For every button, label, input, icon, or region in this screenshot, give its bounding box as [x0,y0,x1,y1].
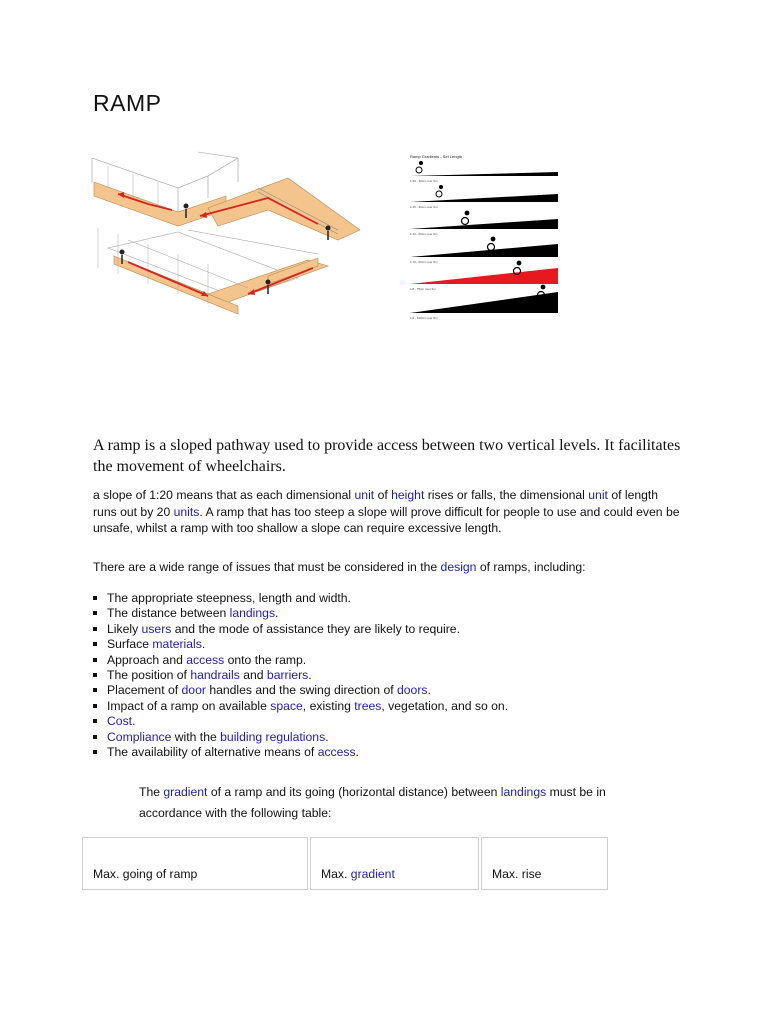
bullet-icon [93,611,97,615]
lower-ramp-drawing [98,228,328,314]
link-landings[interactable]: landings [229,606,276,621]
bullet-icon [93,596,97,600]
gradient-label: 1:6 - 100cm over 6m [410,316,438,320]
gradient-label: 1:10 - 60cm over 6m [410,260,438,264]
text: The distance between [107,606,230,621]
wheelchair-icon [488,237,496,251]
bullet-icon [93,704,97,708]
bullet-icon [93,658,97,662]
link-barriers[interactable]: barriers [266,667,309,682]
link-trees[interactable]: trees [354,698,382,713]
text: and [239,667,267,682]
text: must be in accordance with the following table: [139,785,606,820]
bullet-icon [93,719,97,723]
gradient-wedge [410,292,558,313]
link-building-regulations[interactable]: building regulations [220,729,326,744]
list-item [93,745,653,760]
gradient-wedge [410,219,558,229]
text: . [308,667,312,682]
gradient-label: 1:20 - 30cm over 6m [410,179,438,183]
text: of ramps, including: [476,560,586,574]
text: Approach and [107,652,187,667]
table-header-text [321,867,395,881]
link-height[interactable]: height [391,488,425,502]
text: Surface [107,637,153,652]
gradient-wedge [410,244,558,257]
list-item [93,683,653,698]
text: The appropriate steepness, length and width. [107,591,351,605]
wheelchair-icon [416,161,423,173]
text: with the [171,729,221,744]
bullet-icon [93,735,97,739]
wheelchair-icon [462,211,470,225]
list-item [93,637,653,652]
list-item [93,606,653,621]
link-cost[interactable]: Cost [107,714,133,729]
diagram-heading: Ramp Gradients - Set Length [410,154,463,159]
text: Impact of a ramp on available [107,698,271,713]
text: of a ramp and its going (horizontal distance) between [207,785,501,799]
table-header-cell-rise [481,837,608,890]
link-design[interactable]: design [440,560,477,574]
table-header-text: Max. rise [492,867,542,881]
text: The position of [107,667,191,682]
link-access[interactable]: access [317,744,356,759]
page-title: RAMP [93,90,162,116]
list-item [93,699,653,714]
issues-list [93,591,653,760]
table-header-text: Max. going of ramp [93,867,198,881]
bullet-icon [93,642,97,646]
text: , vegetation, and so on. [381,698,509,713]
text: . [325,729,329,744]
list-item [93,668,653,683]
slope-paragraph [93,487,683,537]
text: Placement of [107,683,182,698]
gradient-label: 1:15 - 40cm over 6m [410,205,438,209]
ramp-isometric-illustration [88,148,364,322]
text: onto the ramp. [224,652,307,667]
text: Max. [321,867,351,881]
text: handles and the swing direction of [205,683,397,698]
text: , existing [302,698,355,713]
table-header-cell-gradient [310,837,479,890]
text: a slope of 1:20 means that as each dimensional [93,488,355,502]
ramp-gradients-diagram [407,150,559,320]
text: rises or falls, the dimensional [424,488,589,502]
text: . [427,683,431,698]
list-item [93,730,653,745]
link-materials[interactable]: materials [152,637,202,652]
link-compliance[interactable]: Compliance [107,729,172,744]
text: and the mode of assistance they are likely to require. [171,621,460,636]
gradient-wedge [410,194,558,202]
text: The [139,785,164,799]
issues-intro-paragraph [93,559,683,576]
intro-paragraph: A ramp is a sloped pathway used to provide access between two vertical levels. It facilitates the movement of wheelchairs. [93,437,681,475]
link-unit[interactable]: unit [588,488,608,502]
gradient-wedge-highlight [410,268,558,284]
text: The availability of alternative means of [107,744,318,759]
upper-ramp-drawing [92,152,360,240]
gradient-paragraph [139,782,659,824]
link-gradient[interactable]: gradient [163,785,208,799]
text: of length runs out by 20 [93,488,659,519]
bullet-icon [93,688,97,692]
link-door[interactable]: door [181,683,206,698]
text: . [275,606,279,621]
text: of [374,488,392,502]
bullet-icon [93,627,97,631]
list-item [93,653,653,668]
gradient-label: 1:12 - 50cm over 6m [410,232,438,236]
link-units[interactable]: units [173,504,200,519]
text: . [355,744,360,759]
text: . [132,714,136,729]
gradient-label: 1:8 - 75cm over 6m [410,287,436,291]
link-landings[interactable]: landings [500,785,547,799]
link-gradient[interactable]: gradient [350,867,395,881]
table-header-cell-going [82,837,308,890]
link-handrails[interactable]: handrails [190,667,240,682]
link-access[interactable]: access [186,652,225,667]
text: . [201,637,206,652]
link-users[interactable]: users [141,621,172,636]
list-item [93,714,653,729]
link-space[interactable]: space [270,698,303,713]
bullet-icon [93,750,97,754]
text: . A ramp that has too steep a slope will prove difficult for people to use and could even be unsafe, whilst a ramp with too shallow a slope can require excessive length. [93,504,680,535]
list-item [93,591,653,606]
text: There are a wide range of issues that must be considered in the [93,560,441,574]
link-doors[interactable]: doors [397,683,428,698]
gradient-wedge [410,172,558,176]
wheelchair-icon [436,185,443,197]
bullet-icon [93,673,97,677]
list-item [93,622,653,637]
text: Likely [107,621,142,636]
link-unit[interactable]: unit [354,488,375,502]
